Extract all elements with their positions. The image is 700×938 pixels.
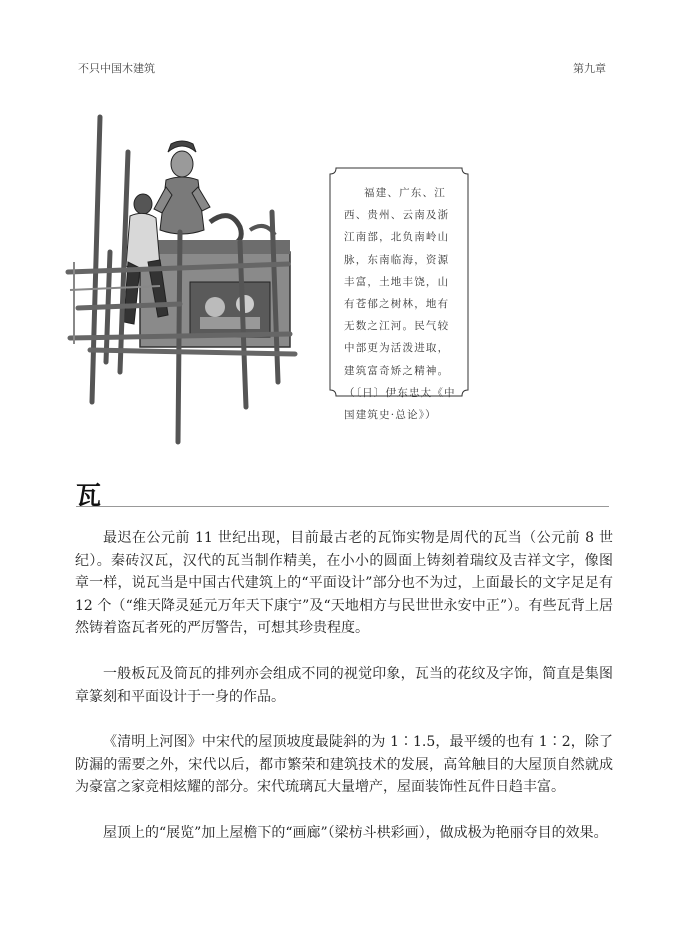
body-paragraph-4 — [75, 822, 613, 845]
running-header-chapter: 第九章 — [573, 62, 606, 75]
temple-ornament-scaffolding-photo — [50, 112, 310, 452]
paragraph-text: 《清明上河图》中宋代的屋顶坡度最陡斜的为 1∶1.5，最平缓的也有 1∶2，除了防漏的需要之外，宋代以后，都市繁荣和建筑技术的发展，高耸触目的大屋顶自然就成为豪富之家竞相炫耀的部分。宋代琉璃瓦大量增产，屋面装饰性瓦件日趋丰富。 — [75, 734, 613, 796]
quotation-text: 福建、广东、江西、贵州、云南及浙江南部，北负南岭山脉，东南临海，资源丰富，土地丰饶，山有苍郁之树林，地有无数之江河。民气较中部更为活泼进取，建筑富奇矫之精神。（〔日〕伊东忠太《中国建筑史·总论》） — [344, 187, 456, 422]
paragraph-text: 一般板瓦及筒瓦的排列亦会组成不同的视觉印象，瓦当的花纹及字饰，简直是集图章篆刻和平面设计于一身的作品。 — [75, 666, 613, 705]
body-paragraph-1 — [75, 527, 613, 640]
section-divider — [76, 506, 609, 507]
deity-statue — [154, 141, 210, 234]
running-header-book-title: 不只中国木建筑 — [78, 62, 155, 75]
section-title: 瓦 — [76, 481, 102, 510]
paragraph-text: 屋顶上的“展览”加上屋檐下的“画廊”（梁枋斗栱彩画），做成极为艳丽夺目的效果。 — [103, 825, 608, 841]
body-paragraph-2 — [75, 663, 613, 708]
paragraph-text: 最迟在公元前 11 世纪出现，目前最古老的瓦饰实物是周代的瓦当（公元前 8 世纪）。秦砖汉瓦，汉代的瓦当制作精美，在小小的圆面上铸刻着瑞纹及吉祥文字，像图章一样，说瓦当是中国古代建筑上的“平面设计”部分也不为过，上面最长的文字足足有 12 个（“维天降灵延元万年天下康宁”及“天地相方与民世世永安中正”）。有些瓦背上居然铸着盗瓦者死的严厉警告，可想其珍贵程度。 — [75, 530, 613, 637]
body-paragraph-3 — [75, 731, 613, 799]
quotation-box — [328, 166, 470, 422]
